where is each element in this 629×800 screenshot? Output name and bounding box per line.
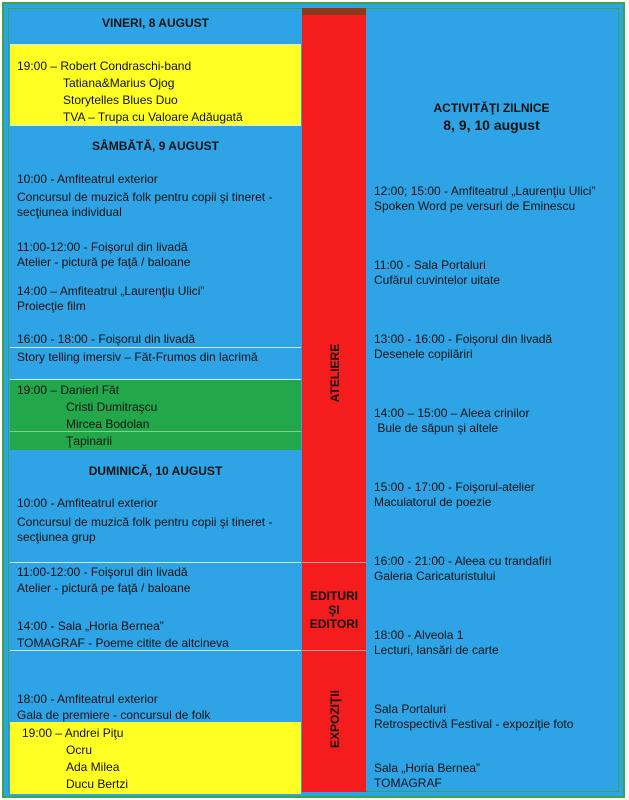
event-line: 18:00 - Amfiteatrul exterior [17, 692, 158, 706]
event-line: 10:00 - Amfiteatrul exterior [17, 496, 158, 510]
daily-item-time: 18:00 - Alveola 1 [374, 628, 464, 642]
event-line: secţiunea individual [17, 205, 122, 219]
event-line: Concursul de muzică folk pentru copii şi tineret - [17, 515, 273, 529]
event-line: Story telling imersiv – Făt-Frumos din lacrimă [17, 350, 258, 364]
daily-item-desc: Galeria Caricaturistului [374, 569, 496, 583]
daily-item-desc: Desenele copilăriri [374, 347, 473, 361]
event-line: TOMAGRAF - Poeme citite de altcineva [17, 636, 229, 650]
middle-red-top-strip [302, 8, 366, 15]
daily-item-desc: Spoken Word pe versuri de Eminescu [374, 199, 576, 213]
evening-line: Ada Milea [66, 760, 120, 774]
separator [10, 431, 301, 432]
edituri-label-1: EDITURI [310, 589, 358, 603]
daily-item-desc: Retrospectivă Festival - expoziţie foto [374, 717, 574, 731]
daily-item-time: 11:00 - Sala Portaluri [374, 258, 486, 272]
evening-line: 19:00 – Andrei Piţu [22, 726, 124, 740]
event-line: 11:00-12:00 - Foişorul din livadă [17, 565, 188, 579]
friday-header: VINERI, 8 AUGUST [102, 16, 209, 30]
daily-item-time: 15:00 - 17:00 - Foişorul-atelier [374, 480, 535, 494]
separator [10, 347, 301, 348]
friday-line: Storytelles Blues Duo [63, 93, 178, 107]
daily-dates: 8, 9, 10 august [443, 117, 540, 133]
evening-line: Ocru [66, 743, 93, 757]
evening-line: Cristi Dumitraşcu [66, 400, 158, 414]
evening-line: Mircea Bodolan [66, 417, 150, 431]
friday-line: Tatiana&Marius Ojog [63, 76, 175, 90]
separator [302, 562, 366, 563]
daily-item-time: 14:00 – 15:00 – Aleea crinilor [374, 406, 530, 420]
evening-line: Ţapinarii [66, 434, 113, 448]
daily-item-time: Sala „Horia Bernea” [374, 761, 481, 775]
event-line: secţiunea grup [17, 530, 96, 544]
daily-item-time: Sala Portaluri [374, 702, 447, 716]
event-line: Atelier - pictură pe faţă / baloane [17, 255, 191, 269]
event-line: 10:00 - Amfiteatrul exterior [17, 172, 158, 186]
event-line: 16:00 - 18:00 - Foişorul din livadă [17, 332, 196, 346]
daily-title: ACTIVITĂŢI ZILNICE [433, 101, 550, 115]
event-line: Gala de premiere - concursul de folk [17, 708, 211, 722]
event-line: 14:00 - Sala „Horia Bernea” [17, 619, 164, 633]
edituri-label-3: EDITORI [309, 617, 359, 631]
separator [10, 379, 301, 380]
event-line: Atelier - pictură pe faţă / baloane [17, 581, 191, 595]
daily-item-time: 13:00 - 16:00 - Foişorul din livadă [374, 332, 553, 346]
daily-item-time: 12:00; 15:00 - Amfiteatrul „Laurenţiu Ulici” [374, 184, 596, 198]
edituri-label-2: ŞI [328, 603, 340, 617]
separator [10, 125, 301, 126]
event-line: 11:00-12:00 - Foişorul din livadă [17, 240, 188, 254]
separator [10, 44, 301, 45]
event-line: Proiecţie film [17, 299, 86, 313]
daily-item-desc: TOMAGRAF [374, 776, 442, 790]
daily-item-desc: Maculatorul de poezie [374, 495, 492, 509]
friday-line: 19:00 – Robert Condraschi-band [17, 59, 192, 73]
evening-line: Ducu Bertzi [66, 777, 129, 791]
event-line: Concursul de muzică folk pentru copii şi tineret - [17, 190, 273, 204]
separator [10, 562, 301, 563]
daily-item-desc: Bule de săpun şi altele [374, 421, 499, 435]
daily-item-time: 16:00 - 21:00 - Aleea cu trandafiri [374, 554, 552, 568]
daily-item-desc: Lecturi, lansări de carte [374, 643, 499, 657]
daily-item-desc: Cufărul cuvintelor uitate [374, 273, 501, 287]
separator [302, 650, 366, 651]
ateliere-label: ATELIERE [328, 343, 342, 403]
sunday-header: DUMINICĂ, 10 AUGUST [88, 464, 223, 478]
event-line: 14:00 – Amfiteatrul „Laurenţiu Ulici” [17, 284, 205, 298]
evening-line: 19:00 – Danierl Făt [17, 383, 120, 397]
expozitii-label: EXPOZIŢII [328, 690, 342, 749]
friday-line: TVA – Trupa cu Valoare Adăugată [63, 110, 243, 124]
saturday-header: SÂMBĂTĂ, 9 AUGUST [92, 139, 219, 153]
